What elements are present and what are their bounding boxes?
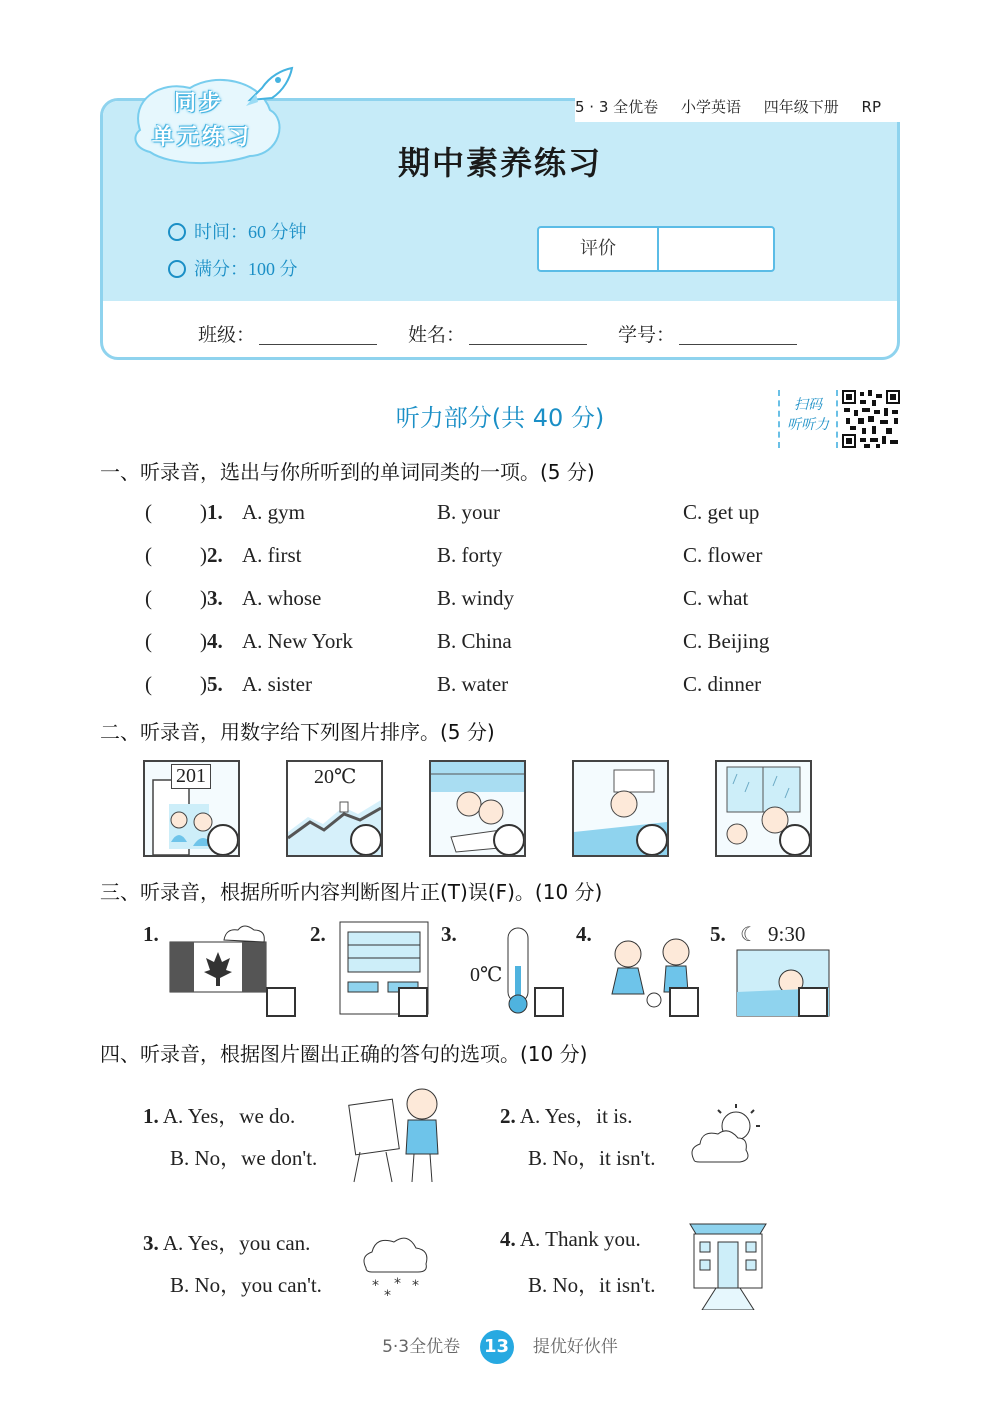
evaluation-label: 评价 xyxy=(539,228,659,270)
option-b: B. China xyxy=(437,629,512,653)
grade: 四年级下册 xyxy=(763,98,839,116)
option-a: A. whose xyxy=(242,586,322,610)
order-circle[interactable] xyxy=(779,824,811,856)
option-a: A. sister xyxy=(242,672,312,696)
tf-answer-box[interactable] xyxy=(266,987,296,1017)
svg-text:*: * xyxy=(412,1278,419,1294)
option-b: B. your xyxy=(437,500,500,524)
page-footer xyxy=(0,1330,1000,1364)
thermometer-icon xyxy=(500,926,536,1016)
question-number: 2. xyxy=(207,543,223,567)
answer-paren-close: ) xyxy=(200,672,207,696)
id-blank[interactable] xyxy=(679,326,797,345)
order-circle[interactable] xyxy=(636,824,668,856)
qr-label xyxy=(778,390,838,448)
qr-label-2: 听听力 xyxy=(787,418,829,433)
section-4-item-2 xyxy=(500,1100,632,1130)
question-number: 3. xyxy=(207,586,223,610)
picture-great-wall xyxy=(286,760,383,857)
option-b: B. water xyxy=(437,672,509,696)
class-label: 班级： xyxy=(198,324,256,346)
option-c: C. get up xyxy=(683,500,760,524)
full-score xyxy=(168,255,298,281)
answer-paren-open[interactable]: ( xyxy=(145,629,152,653)
svg-text:*: * xyxy=(372,1278,379,1294)
answer-option-a[interactable]: A. Yes，we do. xyxy=(162,1104,296,1128)
series-name: 5 · 3 全优卷 xyxy=(575,98,659,116)
option-c: C. Beijing xyxy=(683,629,770,653)
picture-reading xyxy=(429,760,526,857)
time-limit xyxy=(168,218,307,244)
list-item xyxy=(200,543,223,568)
answer-paren-open[interactable]: ( xyxy=(145,672,152,696)
series-bar xyxy=(575,96,905,122)
answer-paren-open[interactable]: ( xyxy=(145,543,152,567)
class-field[interactable] xyxy=(198,320,377,347)
time-reading: 9:30 xyxy=(768,922,806,946)
listening-title: 听力部分(共 40 分) xyxy=(395,404,605,432)
option-a: A. gym xyxy=(242,500,305,524)
badge-line-1: 同步 xyxy=(174,91,225,116)
unit-badge xyxy=(130,70,290,166)
tf-answer-box[interactable] xyxy=(669,987,699,1017)
section-4-item-1 xyxy=(143,1100,295,1130)
tf-answer-box[interactable] xyxy=(798,987,828,1017)
section-2-title: 二、听录音，用数字给下列图片排序。(5 分) xyxy=(100,720,495,744)
answer-option-b[interactable]: B. No，we don't. xyxy=(170,1146,318,1170)
question-number: 3. xyxy=(441,922,457,946)
answer-option-a[interactable]: A. Yes，it is. xyxy=(519,1104,633,1128)
order-circle[interactable] xyxy=(493,824,525,856)
answer-paren-close: ) xyxy=(200,629,207,653)
section-4-item-3 xyxy=(143,1227,310,1257)
answer-paren-open[interactable]: ( xyxy=(145,586,152,610)
list-item xyxy=(145,500,152,525)
answer-option-a[interactable]: A. Thank you. xyxy=(519,1227,641,1251)
name-label: 姓名： xyxy=(408,324,466,346)
section-3-title: 三、听录音，根据所听内容判断图片正(T)误(F)。(10 分) xyxy=(100,880,603,904)
question-number: 5. xyxy=(207,672,223,696)
subject: 小学英语 xyxy=(680,98,741,116)
answer-option-b[interactable]: B. No，it isn't. xyxy=(528,1273,656,1297)
id-label: 学号： xyxy=(618,324,676,346)
snow-cloud-icon xyxy=(360,1230,432,1302)
question-number: 4. xyxy=(207,629,223,653)
option-a: A. New York xyxy=(242,629,353,653)
tf-answer-box[interactable] xyxy=(398,987,428,1017)
answer-paren-close: ) xyxy=(200,543,207,567)
section-4-item-4 xyxy=(500,1227,641,1252)
list-item xyxy=(200,586,223,611)
answer-option-b[interactable]: B. No，it isn't. xyxy=(528,1146,656,1170)
picture-classroom xyxy=(143,760,240,857)
tf-answer-box[interactable] xyxy=(534,987,564,1017)
question-number: 2. xyxy=(310,922,326,946)
option-c: C. what xyxy=(683,586,749,610)
question-number: 5. xyxy=(710,922,726,946)
temperature-reading: 0℃ xyxy=(470,964,503,986)
moon-icon: ☾ xyxy=(740,924,758,946)
evaluation-box xyxy=(537,226,775,272)
svg-text:*: * xyxy=(384,1288,391,1302)
list-item xyxy=(200,672,223,697)
canada-flag-icon xyxy=(168,920,268,996)
question-number: 1. xyxy=(143,922,159,946)
temperature-label: 20℃ xyxy=(314,766,357,788)
list-item xyxy=(200,500,223,525)
question-number: 1. xyxy=(143,1104,159,1128)
qr-label-1: 扫码 xyxy=(794,398,822,413)
school-building-picture xyxy=(682,1220,774,1310)
picture-bedroom xyxy=(572,760,669,857)
qr-code[interactable] xyxy=(842,390,900,448)
question-number: 2. xyxy=(500,1104,516,1128)
answer-option-a[interactable]: A. Yes，you can. xyxy=(162,1231,311,1255)
exam-title: 期中素养练习 xyxy=(397,144,602,182)
rocket-icon xyxy=(242,66,294,108)
question-number: 4. xyxy=(576,922,592,946)
section-1-title: 一、听录音，选出与你所听到的单词同类的一项。(5 分) xyxy=(100,460,595,484)
time-label: 时间：60 分钟 xyxy=(194,222,307,242)
order-circle[interactable] xyxy=(350,824,382,856)
answer-paren-close: ) xyxy=(200,586,207,610)
answer-paren-close: ) xyxy=(200,500,207,524)
option-c: C. dinner xyxy=(683,672,762,696)
class-blank[interactable] xyxy=(259,326,377,345)
option-b: B. windy xyxy=(437,586,515,610)
option-a: A. first xyxy=(242,543,302,567)
page-number: 13 xyxy=(480,1330,514,1364)
badge-line-2: 单元练习 xyxy=(152,125,253,150)
footer-right: 提优好伙伴 xyxy=(532,1337,618,1357)
sun-cloud-icon xyxy=(686,1100,766,1170)
answer-paren-open[interactable]: ( xyxy=(145,500,152,524)
section-4-title: 四、听录音，根据图片圈出正确的答句的选项。(10 分) xyxy=(100,1042,588,1066)
id-field[interactable] xyxy=(618,320,797,347)
score-label: 满分：100 分 xyxy=(194,259,298,279)
check-icon xyxy=(168,260,186,278)
name-field[interactable] xyxy=(408,320,587,347)
list-item xyxy=(200,629,223,654)
order-circle[interactable] xyxy=(207,824,239,856)
question-number: 4. xyxy=(500,1227,516,1251)
question-number: 3. xyxy=(143,1231,159,1255)
option-b: B. forty xyxy=(437,543,503,567)
answer-option-b[interactable]: B. No，you can't. xyxy=(170,1273,322,1297)
question-number: 1. xyxy=(207,500,223,524)
svg-text:*: * xyxy=(394,1276,401,1292)
edition: RP xyxy=(861,98,882,116)
picture-rainy-window xyxy=(715,760,812,857)
boy-painting-picture xyxy=(346,1082,451,1186)
name-blank[interactable] xyxy=(469,326,587,345)
footer-left: 5·3全优卷 xyxy=(382,1337,461,1357)
option-c: C. flower xyxy=(683,543,763,567)
room-number: 201 xyxy=(171,764,211,789)
clock-icon xyxy=(168,223,186,241)
